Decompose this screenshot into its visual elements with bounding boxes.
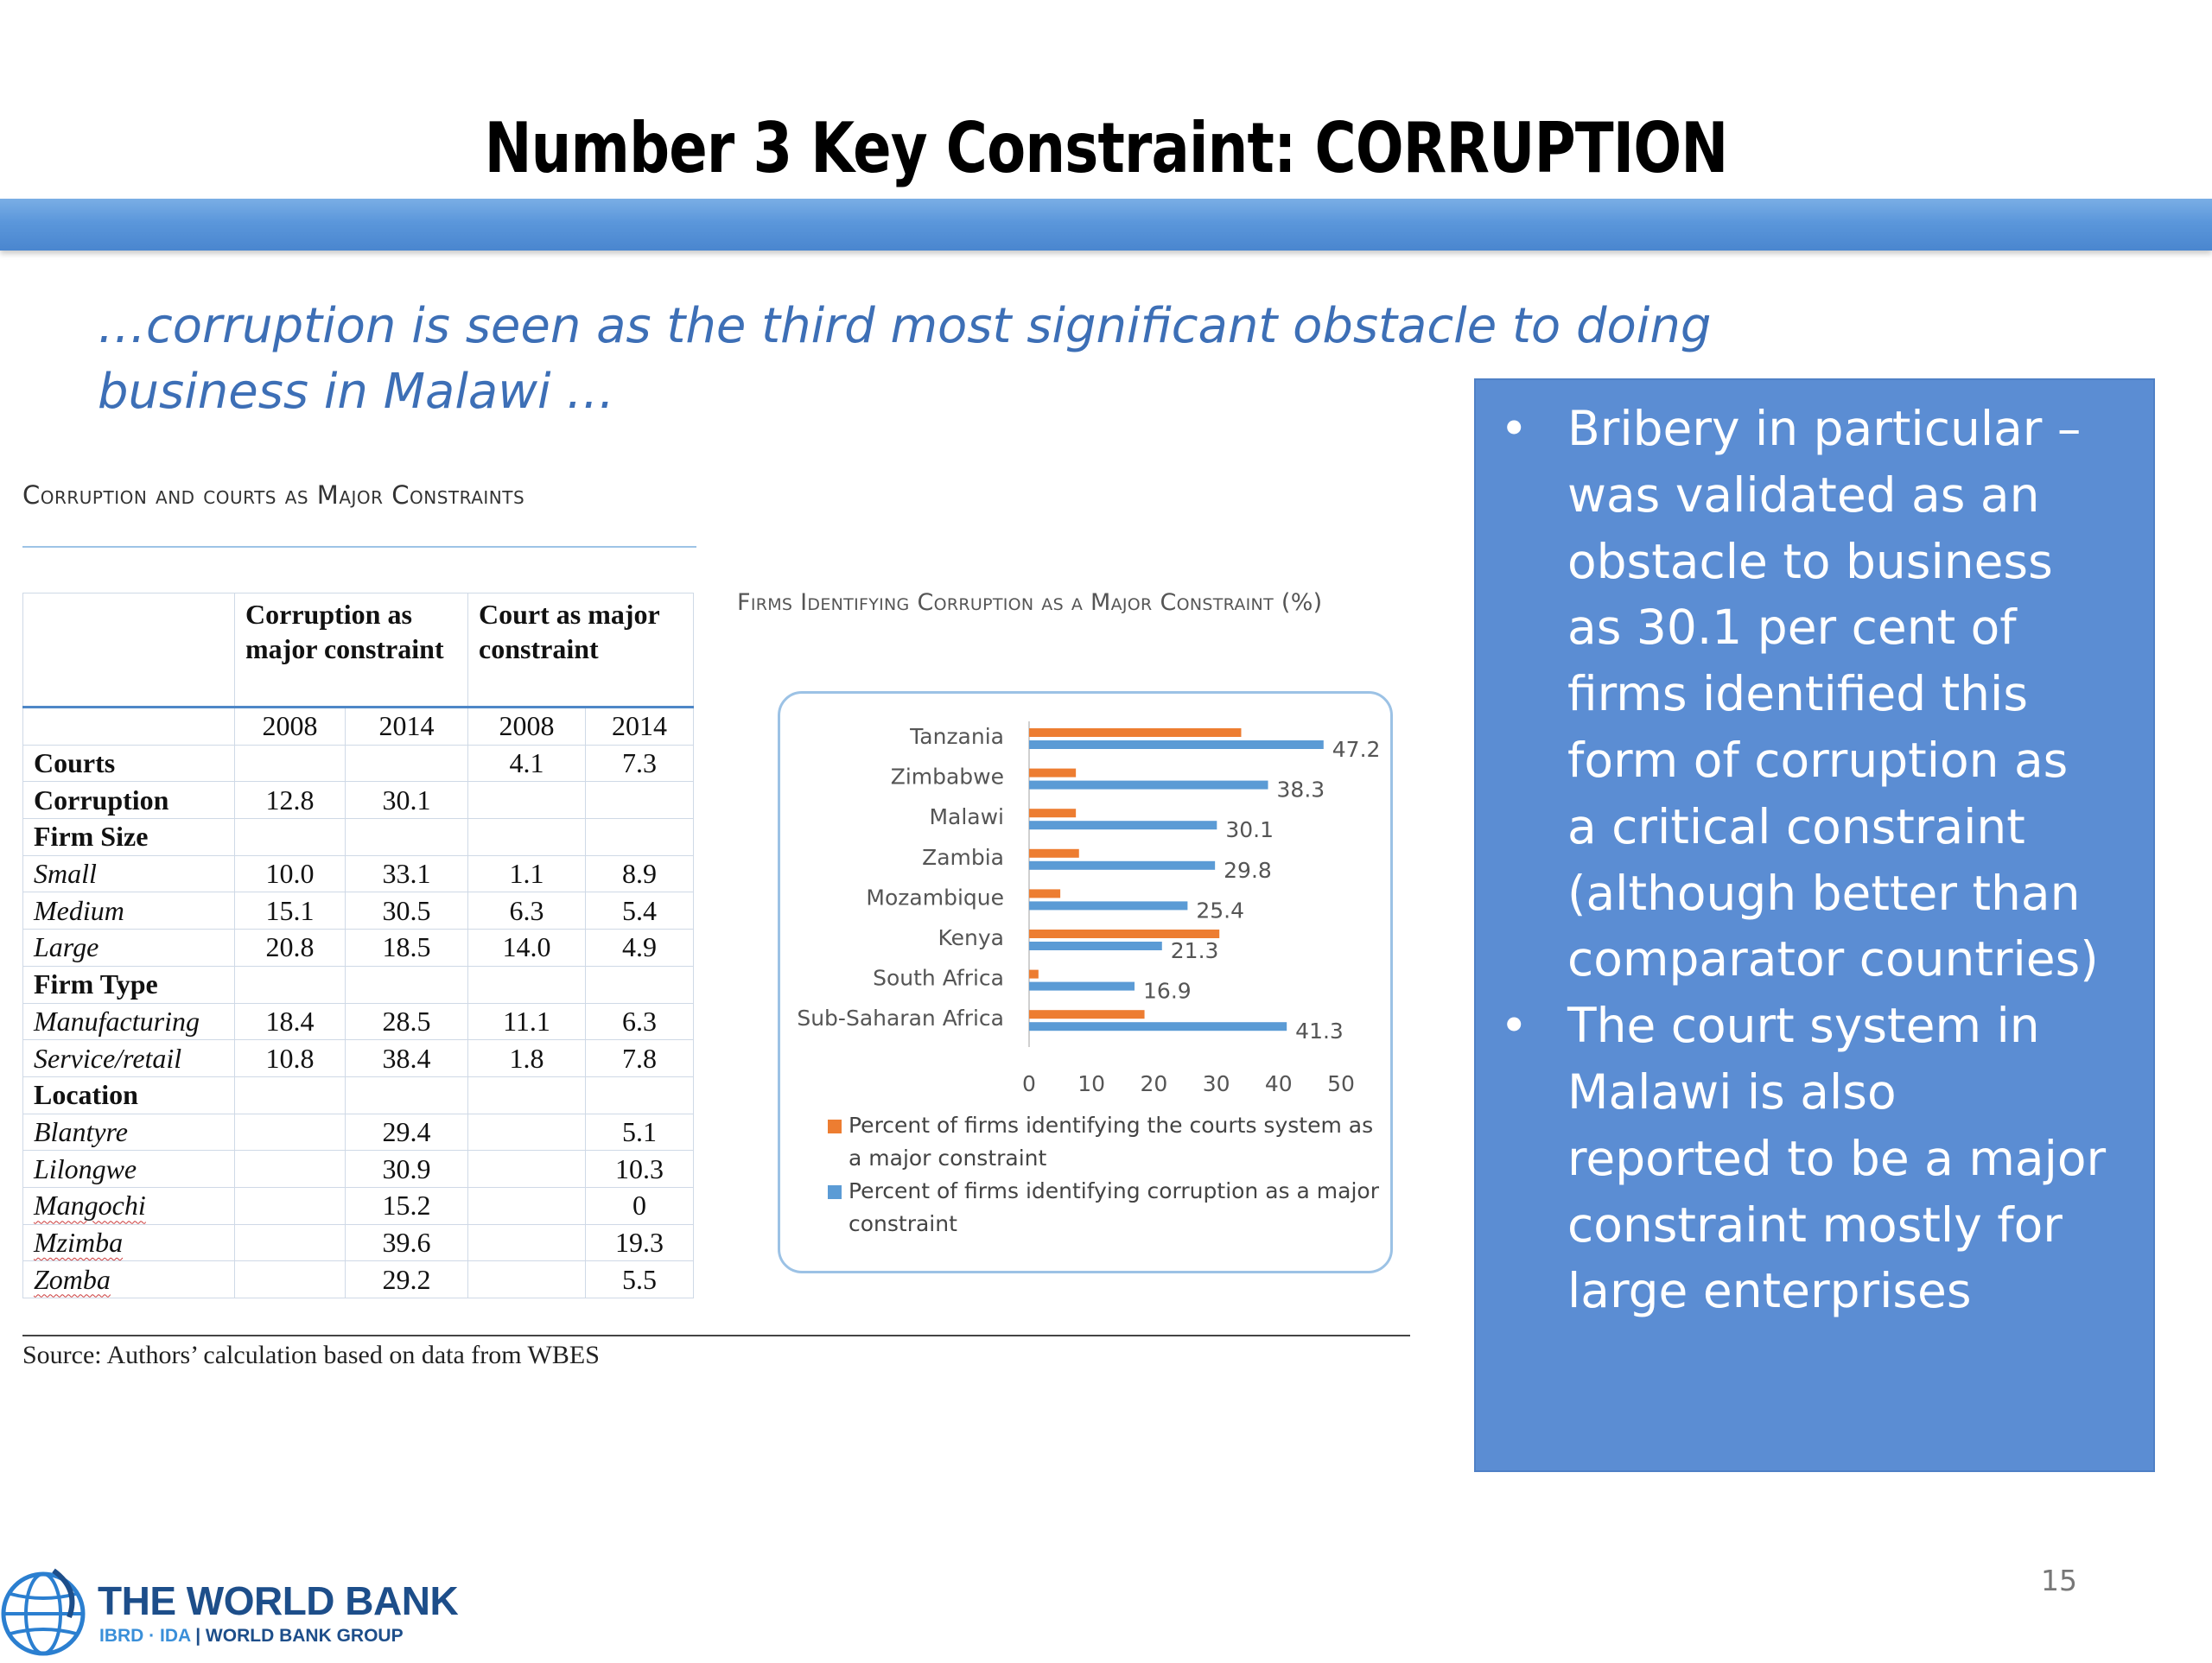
legend-label-courts: Percent of firms identifying the courts system as a major constraint	[849, 1113, 1374, 1171]
value-cell: 11.1	[468, 1003, 586, 1040]
chart-category-label: Zimbabwe	[890, 764, 1004, 790]
row-label: Lilongwe	[34, 1152, 137, 1184]
header-court: Court as major constraint	[468, 593, 694, 708]
chart-bar-corruption	[1029, 1022, 1287, 1031]
chart-data-label: 30.1	[1225, 817, 1274, 843]
legend-label-corruption: Percent of firms identifying corruption as a major constraint	[849, 1178, 1379, 1236]
value-cell: 30.5	[346, 892, 468, 930]
value-cell: 4.9	[586, 930, 694, 967]
chart-category-label: Zambia	[922, 844, 1004, 870]
chart-tick-label: 40	[1264, 1071, 1293, 1096]
chart-bar-corruption	[1029, 861, 1215, 870]
globe-icon	[0, 1564, 95, 1659]
legend-item-courts	[828, 1109, 1381, 1175]
row-label: Blantyre	[34, 1115, 128, 1147]
year-cell: 2008	[235, 708, 346, 746]
legend-swatch-orange	[828, 1120, 842, 1133]
value-cell: 15.2	[346, 1187, 468, 1224]
row-label: Service/retail	[34, 1042, 182, 1074]
chart-bar-courts	[1029, 889, 1060, 898]
row-label: Mzimba	[34, 1226, 124, 1258]
row-label: Small	[34, 858, 97, 890]
chart-bar-courts	[1029, 970, 1039, 979]
value-cell: 33.1	[346, 855, 468, 892]
slide-subtitle: …corruption is seen as the third most significant obstacle to doing business in Malawi …	[98, 298, 1712, 420]
value-cell: 8.9	[586, 855, 694, 892]
value-cell: 6.3	[586, 1003, 694, 1040]
chart-category-label: Sub-Saharan Africa	[797, 1006, 1004, 1031]
header-corruption: Corruption as major constraint	[235, 593, 468, 708]
chart-category-label: South Africa	[873, 965, 1004, 991]
value-cell: 7.8	[586, 1040, 694, 1077]
year-cell: 2014	[346, 708, 468, 746]
value-cell: 18.5	[346, 930, 468, 967]
chart-data-label: 16.9	[1143, 978, 1192, 1004]
value-cell: 28.5	[346, 1003, 468, 1040]
chart-bar-corruption	[1029, 740, 1324, 749]
callout-box	[1474, 378, 2155, 1472]
logo-subtitle	[99, 1626, 404, 1647]
value-cell: 4.1	[468, 745, 586, 782]
bullet-dot-icon: •	[1500, 401, 1529, 456]
row-label: Large	[34, 931, 99, 963]
chart-bar-courts	[1029, 769, 1076, 778]
value-cell: 1.8	[468, 1040, 586, 1077]
legend-swatch-blue	[828, 1185, 842, 1199]
chart-tick-label: 0	[1022, 1071, 1036, 1096]
chart-bar-courts	[1029, 728, 1241, 737]
chart-bar-corruption	[1029, 942, 1162, 950]
chart-bar-courts	[1029, 930, 1219, 938]
row-label: Location	[34, 1079, 138, 1111]
row-label: Corruption	[34, 784, 169, 816]
chart-data-label: 29.8	[1224, 857, 1272, 883]
value-cell: 5.5	[586, 1261, 694, 1298]
value-cell: 5.1	[586, 1114, 694, 1151]
page-number: 15	[2041, 1564, 2077, 1597]
value-cell: 7.3	[586, 745, 694, 782]
callout-bullets	[1474, 396, 2155, 1324]
chart-data-label: 41.3	[1295, 1019, 1344, 1044]
bullet-text: The court system in Malawi is also reported to be a major constraint mostly for large enterprises	[1567, 998, 2107, 1319]
row-label: Mangochi	[34, 1190, 146, 1222]
value-cell: 29.2	[346, 1261, 468, 1298]
world-bank-logo	[0, 1564, 484, 1659]
chart-data-label: 21.3	[1170, 938, 1219, 963]
chart-bar-corruption	[1029, 821, 1217, 829]
chart-bar-courts	[1029, 809, 1076, 817]
chart-category-label: Kenya	[938, 925, 1004, 950]
chart-bar-courts	[1029, 849, 1079, 858]
legend-item-corruption	[828, 1175, 1381, 1241]
value-cell: 19.3	[586, 1224, 694, 1261]
value-cell: 30.1	[346, 782, 468, 819]
value-cell: 30.9	[346, 1151, 468, 1188]
value-cell: 18.4	[235, 1003, 346, 1040]
value-cell: 10.3	[586, 1151, 694, 1188]
chart-bar-courts	[1029, 1010, 1145, 1019]
value-cell: 15.1	[235, 892, 346, 930]
callout-bullet	[1474, 396, 2155, 993]
chart-tick-label: 10	[1077, 1071, 1106, 1096]
value-cell: 29.4	[346, 1114, 468, 1151]
chart-tick-label: 30	[1202, 1071, 1230, 1096]
logo-sub-main: | WORLD BANK GROUP	[190, 1626, 404, 1646]
value-cell: 20.8	[235, 930, 346, 967]
row-label: Zomba	[34, 1263, 111, 1295]
value-cell: 1.1	[468, 855, 586, 892]
chart-data-label: 47.2	[1332, 737, 1381, 762]
row-label: Medium	[34, 894, 124, 926]
table-caption: Corruption and courts as Major Constraints	[22, 480, 525, 510]
slide-title: Number 3 Key Constraint: CORRUPTION	[484, 108, 1728, 188]
value-cell: 5.4	[586, 892, 694, 930]
callout-bullet	[1474, 993, 2155, 1324]
chart-data-label: 25.4	[1196, 898, 1245, 924]
year-cell: 2014	[586, 708, 694, 746]
chart-legend	[828, 1109, 1381, 1241]
chart-data-label: 38.3	[1276, 777, 1325, 803]
chart-category-label: Malawi	[929, 804, 1004, 830]
chart-category-label: Mozambique	[866, 885, 1004, 911]
logo-sub-accent: IBRD · IDA	[99, 1626, 191, 1646]
chart-category-label: Tanzania	[910, 724, 1004, 749]
row-label: Firm Size	[34, 821, 149, 853]
chart-bar-corruption	[1029, 901, 1187, 910]
value-cell: 10.0	[235, 855, 346, 892]
value-cell: 12.8	[235, 782, 346, 819]
value-cell: 10.8	[235, 1040, 346, 1077]
chart-tick-label: 20	[1140, 1071, 1168, 1096]
value-cell: 14.0	[468, 930, 586, 967]
bullet-dot-icon: •	[1500, 998, 1529, 1054]
value-cell: 0	[586, 1187, 694, 1224]
value-cell: 6.3	[468, 892, 586, 930]
chart-bar-corruption	[1029, 982, 1135, 991]
value-cell: 38.4	[346, 1040, 468, 1077]
value-cell: 39.6	[346, 1224, 468, 1261]
row-label: Firm Type	[34, 968, 158, 1000]
row-label: Courts	[34, 747, 116, 779]
year-cell: 2008	[468, 708, 586, 746]
chart-title: Firms Identifying Corruption as a Major Constraint (%)	[737, 589, 1323, 616]
chart-bar-corruption	[1029, 781, 1268, 790]
row-label: Manufacturing	[34, 1005, 200, 1037]
source-note: Source: Authors’ calculation based on data from WBES	[22, 1341, 600, 1369]
logo-title: THE WORLD BANK	[98, 1578, 459, 1623]
chart-tick-label: 50	[1327, 1071, 1355, 1096]
bullet-text: Bribery in particular – was validated as an obstacle to business as 30.1 per cent of firms identified this form of corruption as a critical constraint (although better than comparator countries)	[1567, 401, 2099, 987]
